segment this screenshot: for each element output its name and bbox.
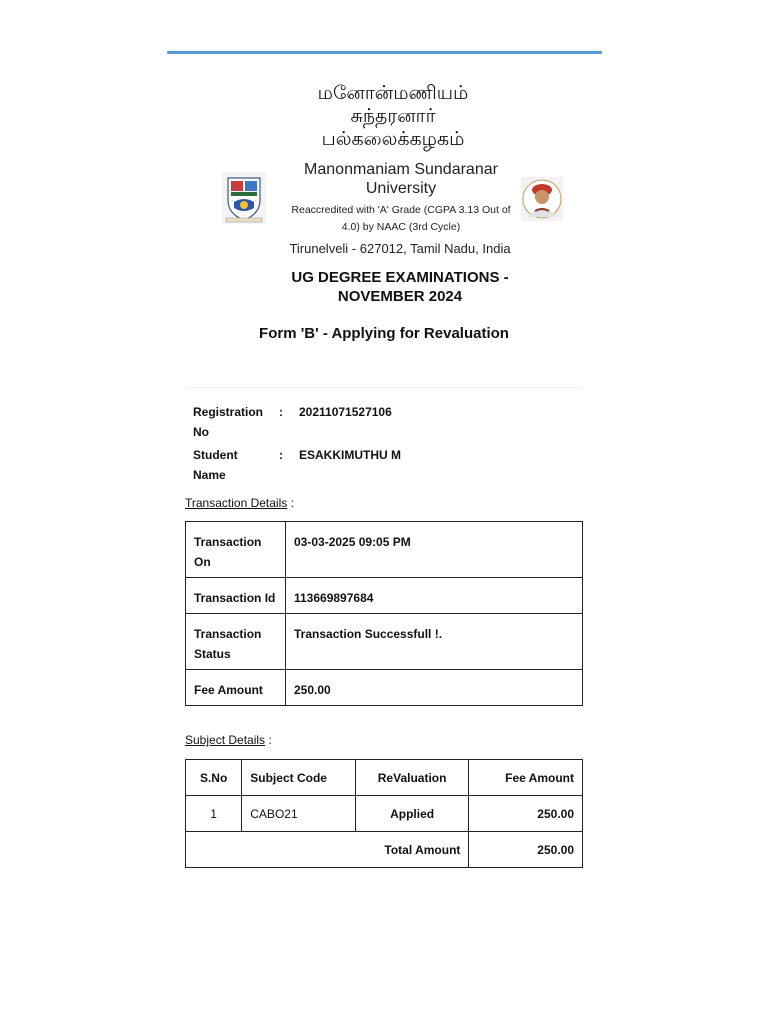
header-fee-amount: Fee Amount [469,760,583,796]
tamil-name-line-2: சுந்தரனார் [350,105,436,127]
tamil-name-line-1: மனோன்மணியம் [317,82,469,104]
table-row [186,522,583,578]
tamil-title-block [218,82,568,151]
fee-amount-label: Fee Amount [186,670,286,706]
table-row [186,796,583,832]
student-name-value: ESAKKIMUTHU M [299,448,401,462]
table-header-row [186,760,583,796]
transaction-on-label: Transaction On [186,522,286,578]
table-row [186,670,583,706]
university-emblem-icon [222,172,266,224]
registration-label: Registration No [193,405,264,439]
header-revaluation: ReValuation [355,760,469,796]
subject-details-label: Subject Details [185,733,266,747]
subject-sno: 1 [186,796,242,832]
accreditation-text: Reaccredited with 'A' Grade (CGPA 3.13 Out of 4.0) by NAAC (3rd Cycle) [291,204,511,233]
tamil-name-line-3: பல்கலைக்கழகம் [321,128,465,150]
transaction-details-label: Transaction Details [185,496,288,510]
table-row [186,578,583,614]
total-row [186,832,583,868]
subject-details-heading: Subject Details : [185,733,272,747]
transaction-id-value: 113669897684 [286,578,583,614]
divider [185,387,583,388]
transaction-id-label: Transaction Id [186,578,286,614]
top-accent-line [167,51,602,54]
student-name-separator: : [279,448,283,462]
student-name-label: Student Name [193,448,238,482]
transaction-status-value: Transaction Successfull !. [286,614,583,670]
transaction-on-value: 03-03-2025 09:05 PM [286,522,583,578]
subject-revaluation-status: Applied [355,796,469,832]
exam-title: UG DEGREE EXAMINATIONS - NOVEMBER 2024 [291,269,509,305]
subject-table [185,759,583,868]
founder-portrait-icon [521,177,563,221]
subject-fee: 250.00 [469,796,583,832]
table-row [186,614,583,670]
subject-code: CABO21 [242,796,356,832]
registration-separator: : [279,405,283,419]
university-address: Tirunelveli - 627012, Tamil Nadu, India [289,241,511,256]
transaction-table [185,521,583,706]
transaction-details-heading: Transaction Details : [185,496,294,510]
total-amount-value: 250.00 [469,832,583,868]
total-amount-label: Total Amount [186,832,469,868]
university-english-name: Manonmaniam Sundaranar University [304,161,498,197]
form-title: Form 'B' - Applying for Revaluation [259,325,509,342]
transaction-status-label: Transaction Status [186,614,286,670]
fee-amount-value: 250.00 [286,670,583,706]
header-sno: S.No [186,760,242,796]
registration-value: 20211071527106 [299,405,392,419]
header-subject-code: Subject Code [242,760,356,796]
